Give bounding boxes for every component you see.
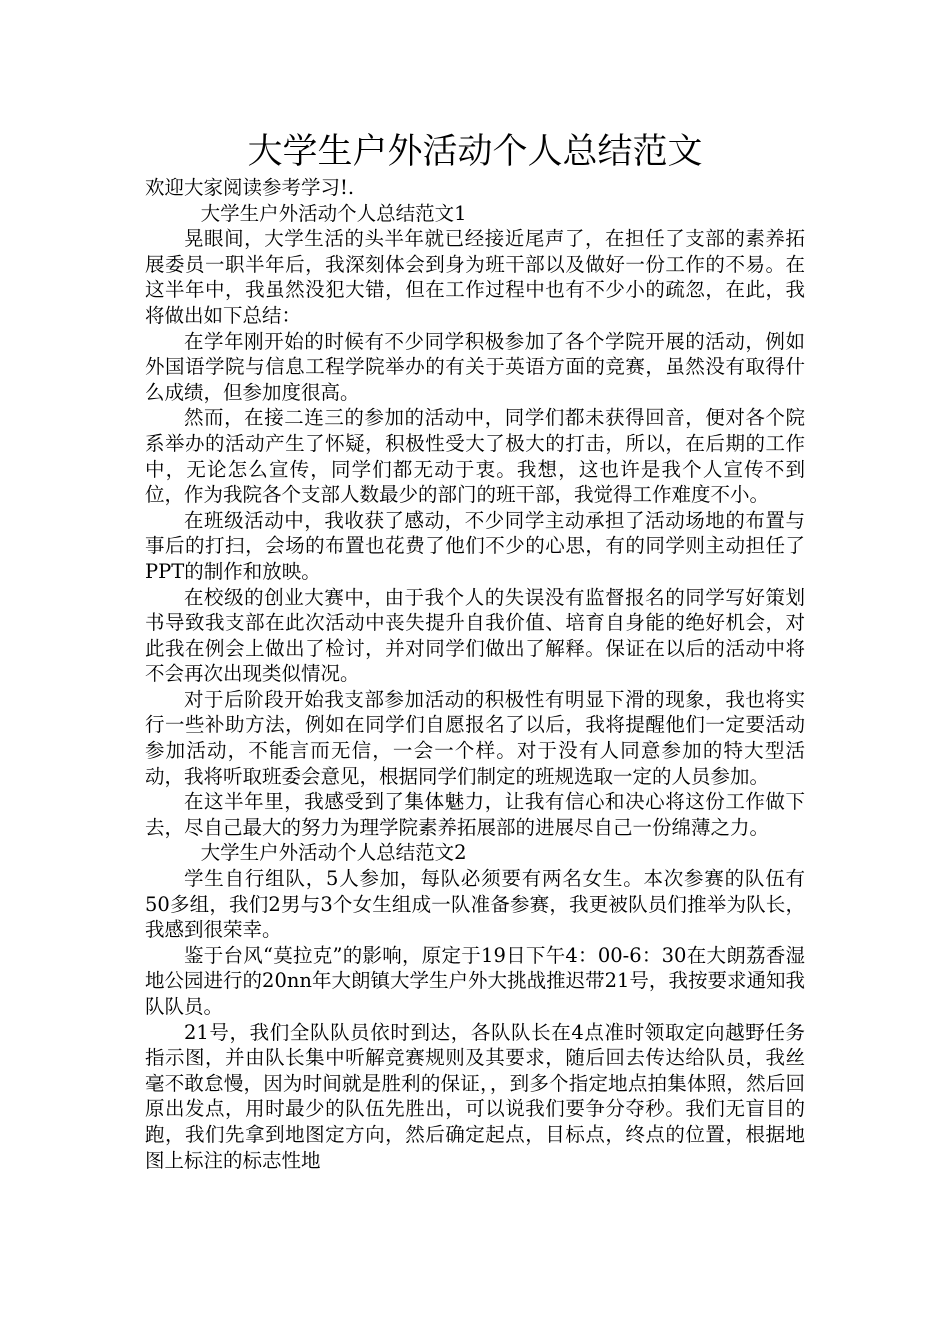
paragraph: 21号，我们全队队员依时到达，各队队长在4点准时领取定向越野任务指示图，并由队长集中听解竞赛规则及其要求，随后回去传达给队员，我丝毫不敢怠慢，因为时间就是胜利的保证，，到多个指定地点拍集体照，然后回原出发点，用时最少的队伍先胜出，可以说我们要争分夺秒。我们无盲目的跑，我们先拿到地图定方向，然后确定起点，目标点，终点的位置，根据地图上标注的标志性地	[145, 1020, 805, 1172]
paragraph: 鉴于台风“莫拉克”的影响，原定于19日下午4：00-6：30在大朗荔香湿地公园进行的20nn年大朗镇大学生户外大挑战推迟带21号，我按要求通知我队队员。	[145, 943, 805, 1018]
document-body	[145, 175, 805, 1173]
section-heading-2: 大学生户外活动个人总结范文2	[200, 841, 467, 865]
paragraph: 在学年刚开始的时候有不少同学积极参加了各个学院开展的活动，例如外国语学院与信息工程学院举办的有关于英语方面的竞赛，虽然没有取得什么成绩，但参加度很高。	[145, 329, 805, 404]
paragraph: 在校级的创业大赛中，由于我个人的失误没有监督报名的同学写好策划书导致我支部在此次活动中丧失提升自我价值、培育自身能的绝好机会，对此我在例会上做出了检讨，并对同学们做出了解释。保证在以后的活动中将不会再次出现类似情况。	[145, 585, 805, 686]
paragraph: 然而，在接二连三的参加的活动中，同学们都未获得回音，便对各个院系举办的活动产生了怀疑，积极性受大了极大的打击，所以，在后期的工作中，无论怎么宣传，同学们都无动于衷。我想，这也许是我个人宣传不到位，作为我院各个支部人数最少的部门的班干部，我觉得工作难度不小。	[145, 406, 805, 507]
intro-line: 欢迎大家阅读参考学习!.	[145, 176, 355, 199]
document-title: 大学生户外活动个人总结范文	[247, 132, 703, 172]
paragraph: 晃眼间，大学生活的头半年就已经接近尾声了，在担任了支部的素养拓展委员一职半年后，我深刻体会到身为班干部以及做好一份工作的不易。在这半年中，我虽然没犯大错，但在工作过程中也有不少小的疏忽，在此，我将做出如下总结：	[145, 227, 805, 327]
section-heading-1: 大学生户外活动个人总结范文1	[200, 201, 467, 225]
paragraph: 对于后阶段开始我支部参加活动的积极性有明显下滑的现象，我也将实行一些补助方法，例如在同学们自愿报名了以后，我将提醒他们一定要活动参加活动，不能言而无信，一会一个样。对于没有人同意参加的特大型活动，我将听取班委会意见，根据同学们制定的班规选取一定的人员参加。	[145, 687, 805, 788]
paragraph: 学生自行组队，5人参加，每队必须要有两名女生。本次参赛的队伍有50多组，我们2男与3个女生组成一队准备参赛，我更被队员们推举为队长，我感到很荣幸。	[145, 867, 805, 942]
paragraph: 在班级活动中，我收获了感动，不少同学主动承担了活动场地的布置与事后的打扫，会场的布置也花费了他们不少的心思，有的同学则主动担任了PPT的制作和放映。	[145, 508, 805, 583]
paragraph: 在这半年里，我感受到了集体魅力，让我有信心和决心将这份工作做下去，尽自己最大的努力为理学院素养拓展部的进展尽自己一份绵薄之力。	[145, 790, 805, 839]
